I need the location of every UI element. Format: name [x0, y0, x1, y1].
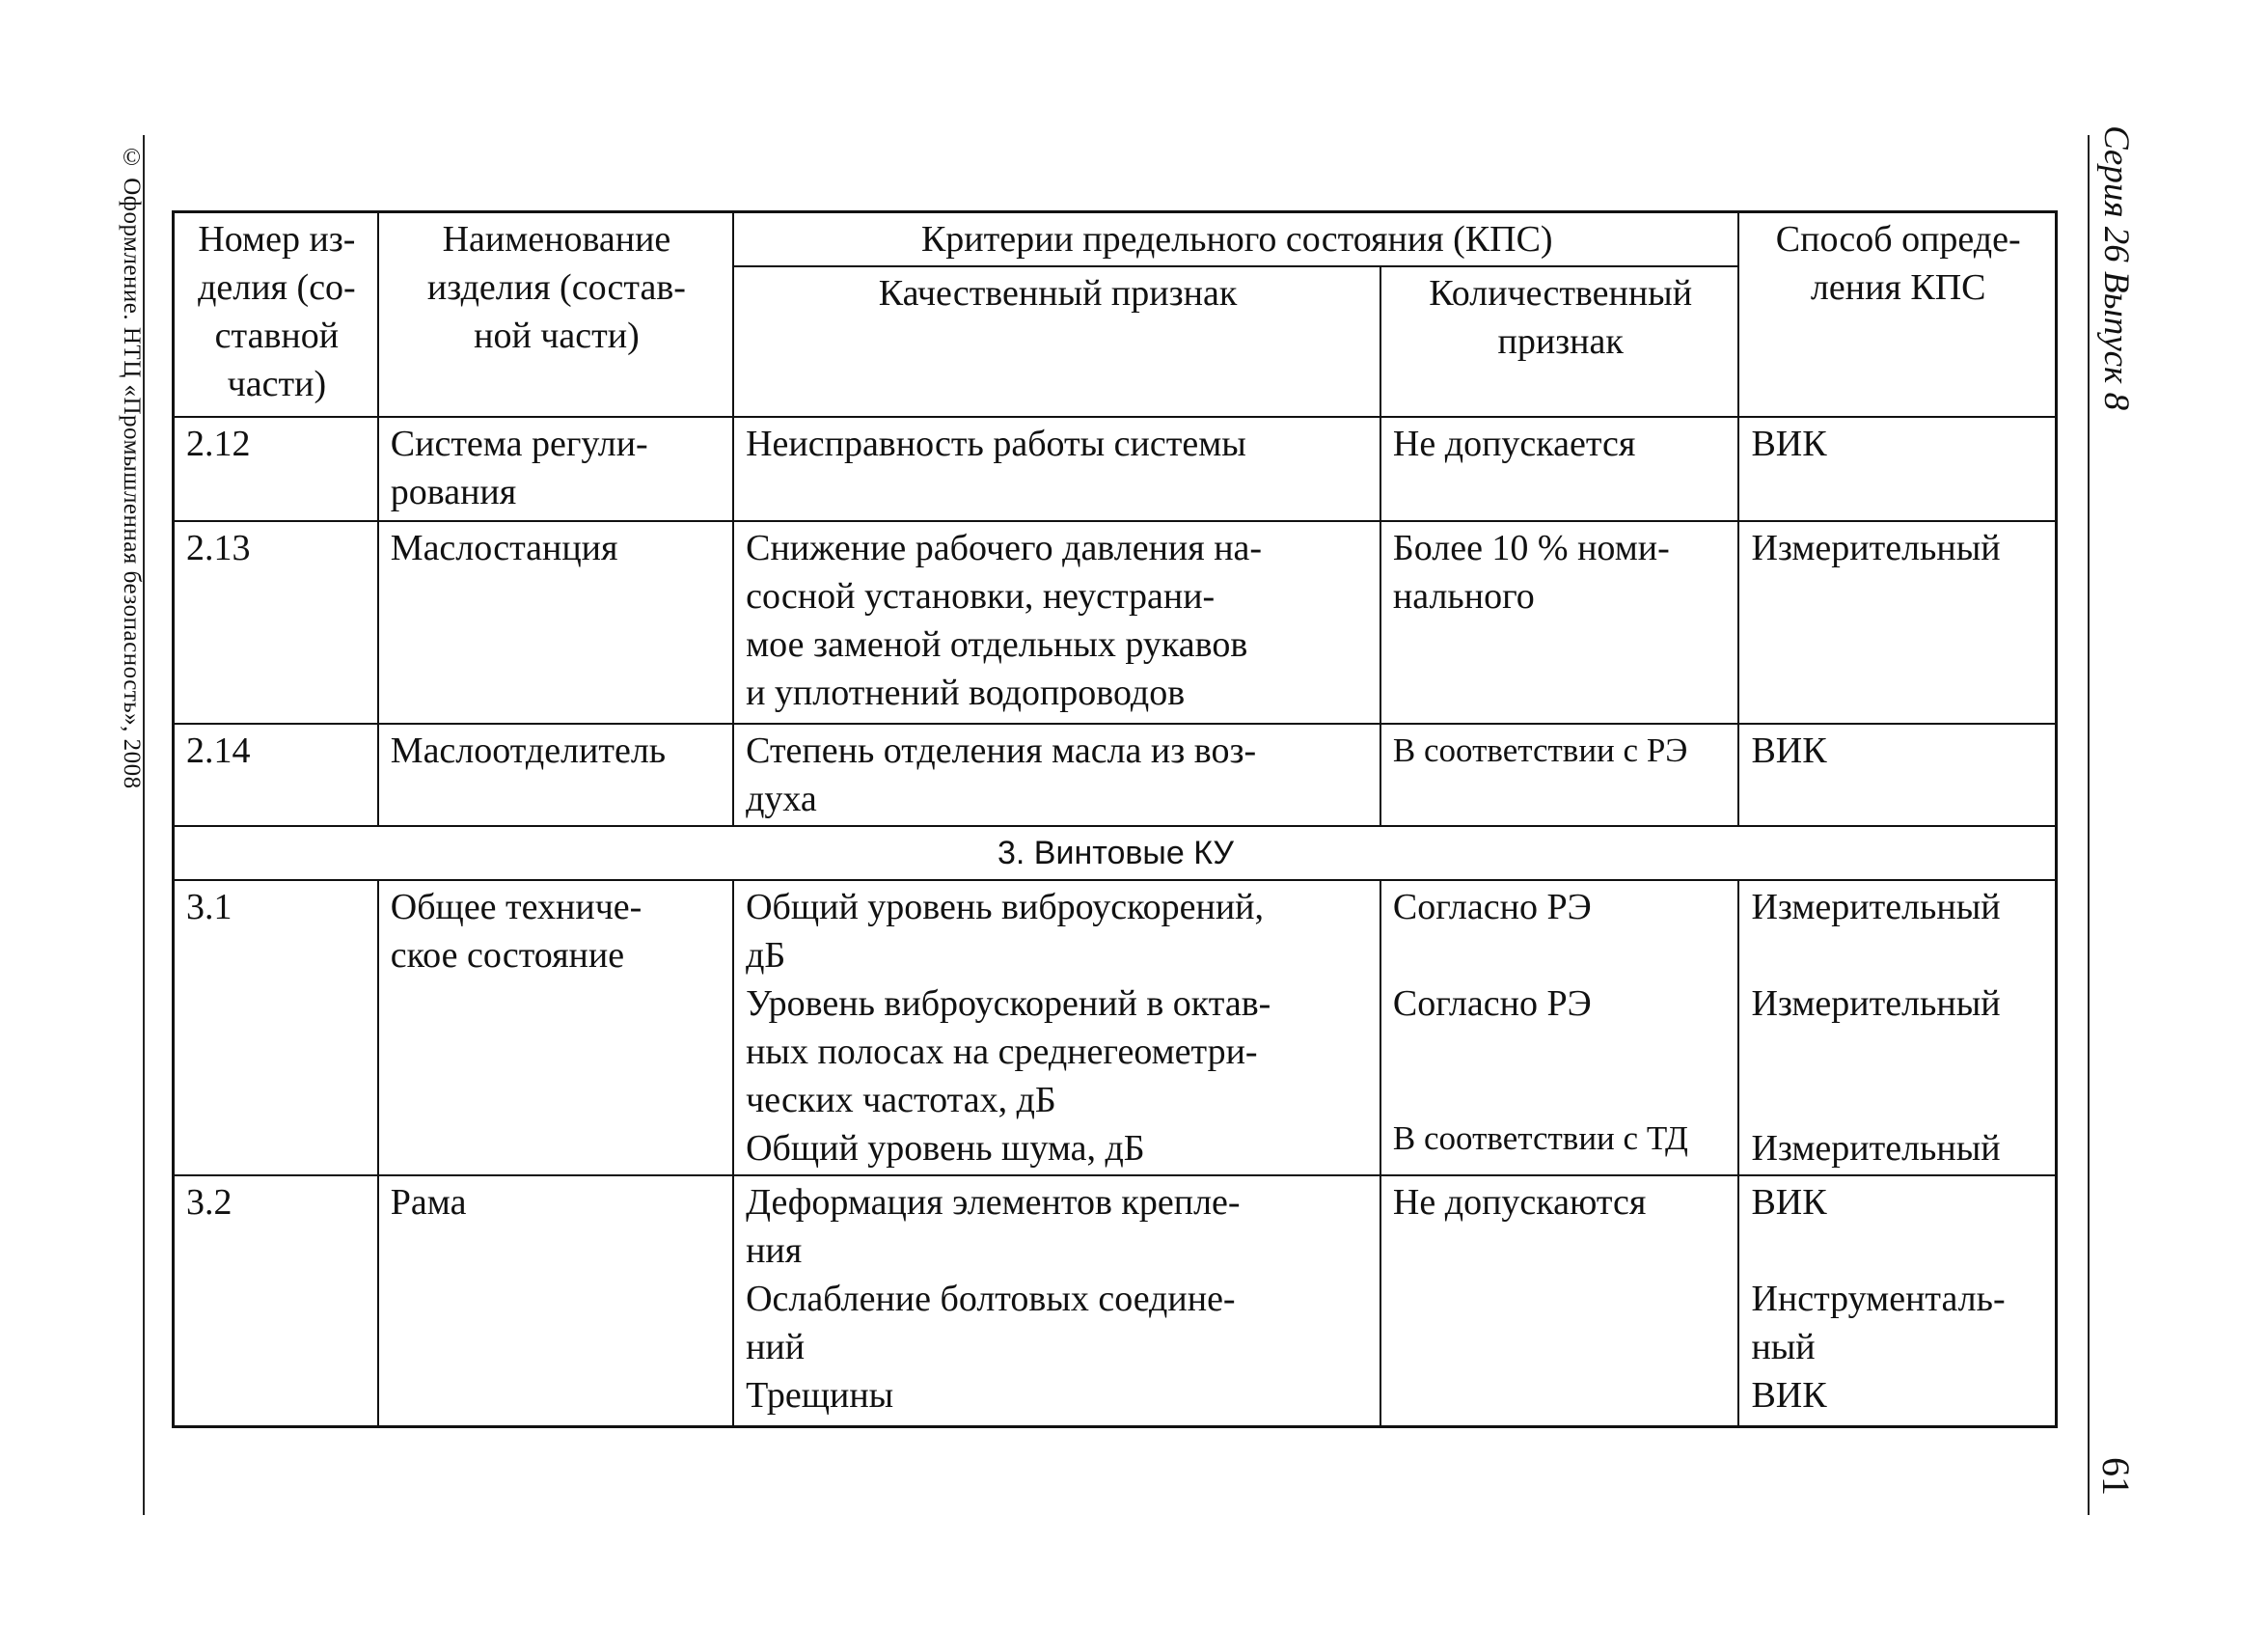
- row-quantitative: Не допускается: [1380, 417, 1739, 521]
- row-name: Маслоотделитель: [378, 724, 733, 826]
- row-qualitative: [733, 880, 1380, 1175]
- kps-table: [172, 210, 2058, 1428]
- row-qualitative: [733, 724, 1380, 826]
- qualitative-item: Общий уровень шума, дБ: [746, 1128, 1145, 1169]
- qualitative-item: Ослабление болтовых соедине- ний: [746, 1279, 1236, 1367]
- row-name: Маслостанция: [378, 521, 733, 724]
- row-name: [378, 417, 733, 521]
- page-number: 61: [2094, 1457, 2138, 1496]
- table-row: [174, 521, 2057, 724]
- header-qualitative: Качественный признак: [733, 266, 1380, 417]
- header-name-text: Наименование изделия (состав- ной части): [426, 219, 686, 356]
- row-name-text: Общее техниче- ское состояние: [390, 887, 642, 976]
- header-quantitative: [1380, 266, 1739, 417]
- quantitative-item: Согласно РЭ: [1392, 887, 1592, 927]
- row-name: [378, 880, 733, 1175]
- header-num: [174, 212, 378, 418]
- method-item: ВИК: [1751, 1375, 1827, 1416]
- row-num: 2.13: [174, 521, 378, 724]
- table-row: [174, 417, 2057, 521]
- row-quantitative: В соответствии с РЭ: [1380, 724, 1739, 826]
- quantitative-item: Не допускаются: [1392, 1182, 1647, 1223]
- row-quantitative: [1380, 1175, 1739, 1426]
- qualitative-item: Общий уровень виброускорений, дБ: [746, 887, 1264, 976]
- header-method: [1738, 212, 2056, 418]
- row-method: ВИК: [1738, 724, 2056, 826]
- table-row: [174, 880, 2057, 1175]
- qualitative-item: Уровень виброускорений в октав- ных полосах на среднегеометри- ческих частотах, дБ: [746, 983, 1271, 1120]
- header-criteria: Критерии предельного состояния (КПС): [733, 212, 1738, 267]
- header-quantitative-text: Количественный признак: [1429, 273, 1693, 362]
- row-qualitative-text: Степень отделения масла из воз- духа: [746, 730, 1257, 819]
- series-title: Серия 26 Выпуск 8: [2096, 125, 2136, 411]
- section-row: [174, 826, 2057, 880]
- method-item: Измерительный: [1751, 887, 2001, 927]
- row-num: 3.1: [174, 880, 378, 1175]
- table-header-row: [174, 212, 2057, 267]
- row-quantitative-text: Более 10 % номи- нального: [1392, 528, 1670, 617]
- copyright-note: © Оформление. НТЦ «Промышленная безопасность», 2008: [119, 145, 145, 789]
- row-num: 3.2: [174, 1175, 378, 1426]
- row-quantitative: [1380, 880, 1739, 1175]
- row-num: 2.14: [174, 724, 378, 826]
- right-margin-rule: [2088, 135, 2090, 1515]
- table-row: [174, 724, 2057, 826]
- row-num: 2.12: [174, 417, 378, 521]
- section-title: 3. Винтовые КУ: [174, 826, 2057, 880]
- method-item: Измерительный: [1751, 983, 2001, 1024]
- row-method: ВИК: [1738, 417, 2056, 521]
- row-qualitative: [733, 1175, 1380, 1426]
- quantitative-item: В соответствии с ТД: [1392, 1119, 1688, 1157]
- row-qualitative: Неисправность работы системы: [733, 417, 1380, 521]
- method-item: Инструменталь- ный: [1751, 1279, 2006, 1367]
- qualitative-item: Трещины: [746, 1375, 894, 1416]
- row-qualitative: [733, 521, 1380, 724]
- row-quantitative: [1380, 521, 1739, 724]
- qualitative-item: Деформация элементов крепле- ния: [746, 1182, 1241, 1271]
- row-name: Рама: [378, 1175, 733, 1426]
- row-name-text: Система регули- рования: [390, 424, 648, 512]
- row-qualitative-text: Снижение рабочего давления на- сосной установки, неустрани- мое заменой отдельных рукавов и уплотнений водопроводов: [746, 528, 1263, 713]
- quantitative-item: Согласно РЭ: [1392, 983, 1592, 1024]
- row-method: [1738, 880, 2056, 1175]
- method-item: ВИК: [1751, 1182, 1827, 1223]
- header-name: [378, 212, 733, 418]
- header-num-text: Номер из- делия (со- ставной части): [198, 219, 356, 404]
- table-row: [174, 1175, 2057, 1426]
- method-item: Измерительный: [1751, 1128, 2001, 1169]
- row-method: Измерительный: [1738, 521, 2056, 724]
- header-method-text: Способ опреде- ления КПС: [1775, 219, 2021, 308]
- row-method: [1738, 1175, 2056, 1426]
